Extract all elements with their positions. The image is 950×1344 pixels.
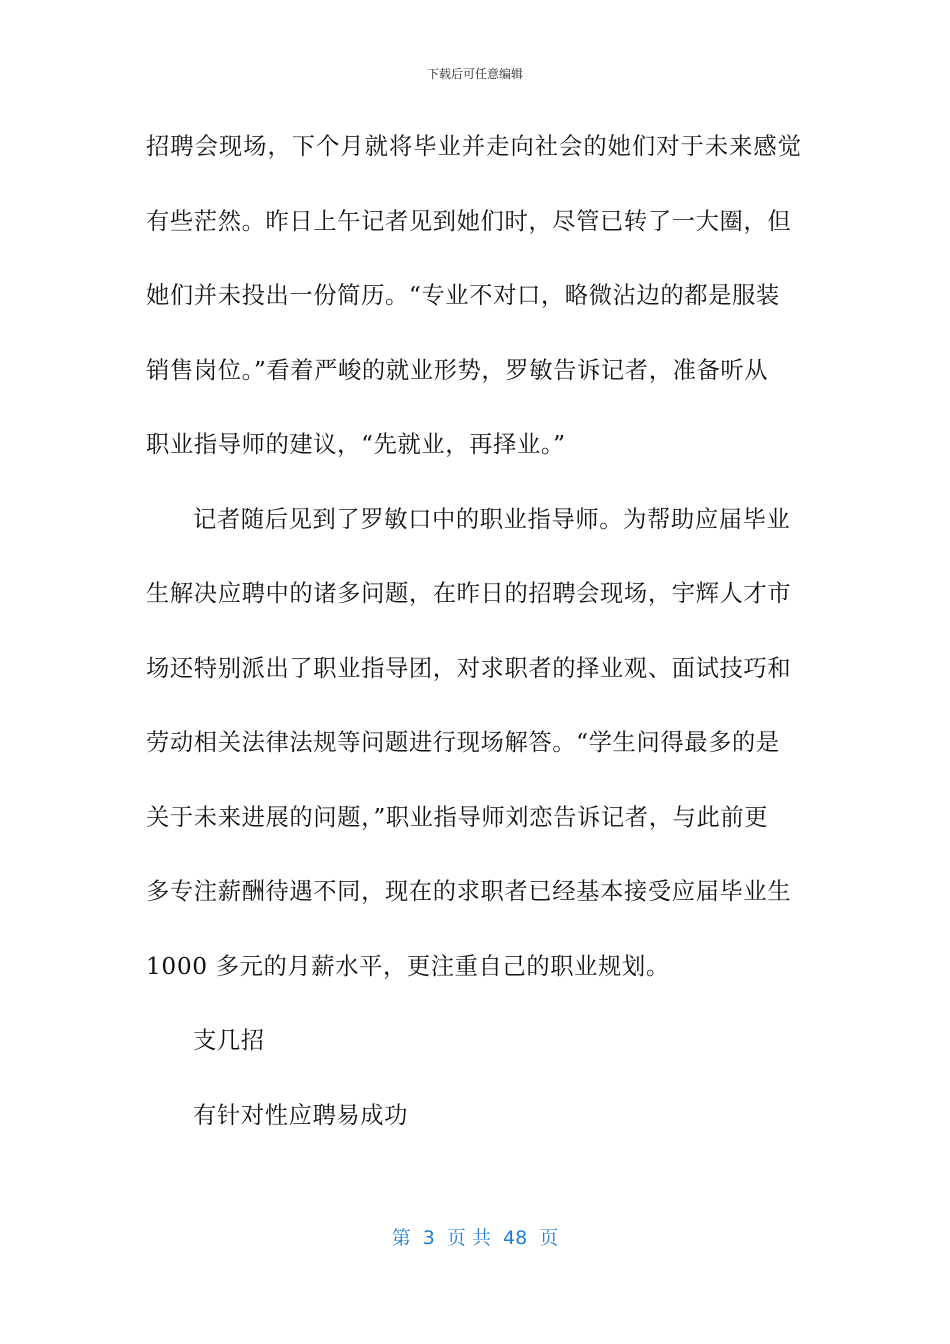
paragraph-line: 多专注薪酬待遇不同，现在的求职者已经基本接受应届毕业生 (146, 878, 792, 905)
section-heading: 支几招 (193, 1027, 265, 1054)
paragraph-line: 职业指导师的建议，“先就业，再择业。” (146, 431, 566, 458)
paragraph-line: 她们并未投出一份简历。“专业不对口，略微沾边的都是服装 (146, 282, 780, 309)
paragraph-line: 记者随后见到了罗敏口中的职业指导师。为帮助应届毕业 (193, 505, 791, 533)
paragraph-line: 销售岗位。”看着严峻的就业形势，罗敏告诉记者，准备听从 (146, 356, 769, 384)
paragraph-line: 关于未来进展的问题，”职业指导师刘恋告诉记者，与此前更 (146, 803, 769, 831)
document-body (146, 120, 803, 1163)
section-subheading: 有针对性应聘易成功 (193, 1101, 409, 1129)
page-header: 下载后可任意编辑 (426, 67, 523, 81)
paragraph-line: 1000 多元的月薪水平，更注重自己的职业规划。 (146, 952, 670, 980)
page-number-footer: 第 3 页 共 48 页 (391, 1227, 559, 1249)
paragraph-line: 有些茫然。昨日上午记者见到她们时，尽管已转了一大圈，但 (146, 207, 792, 235)
paragraph-line: 生解决应聘中的诸多问题，在昨日的招聘会现场，宇辉人才市 (146, 580, 792, 607)
paragraph-line: 劳动相关法律法规等问题进行现场解答。“学生问得最多的是 (146, 729, 780, 756)
paragraph-line: 场还特别派出了职业指导团，对求职者的择业观、面试技巧和 (146, 654, 792, 682)
paragraph-line: 招聘会现场，下个月就将毕业并走向社会的她们对于未来感觉 (146, 133, 803, 160)
